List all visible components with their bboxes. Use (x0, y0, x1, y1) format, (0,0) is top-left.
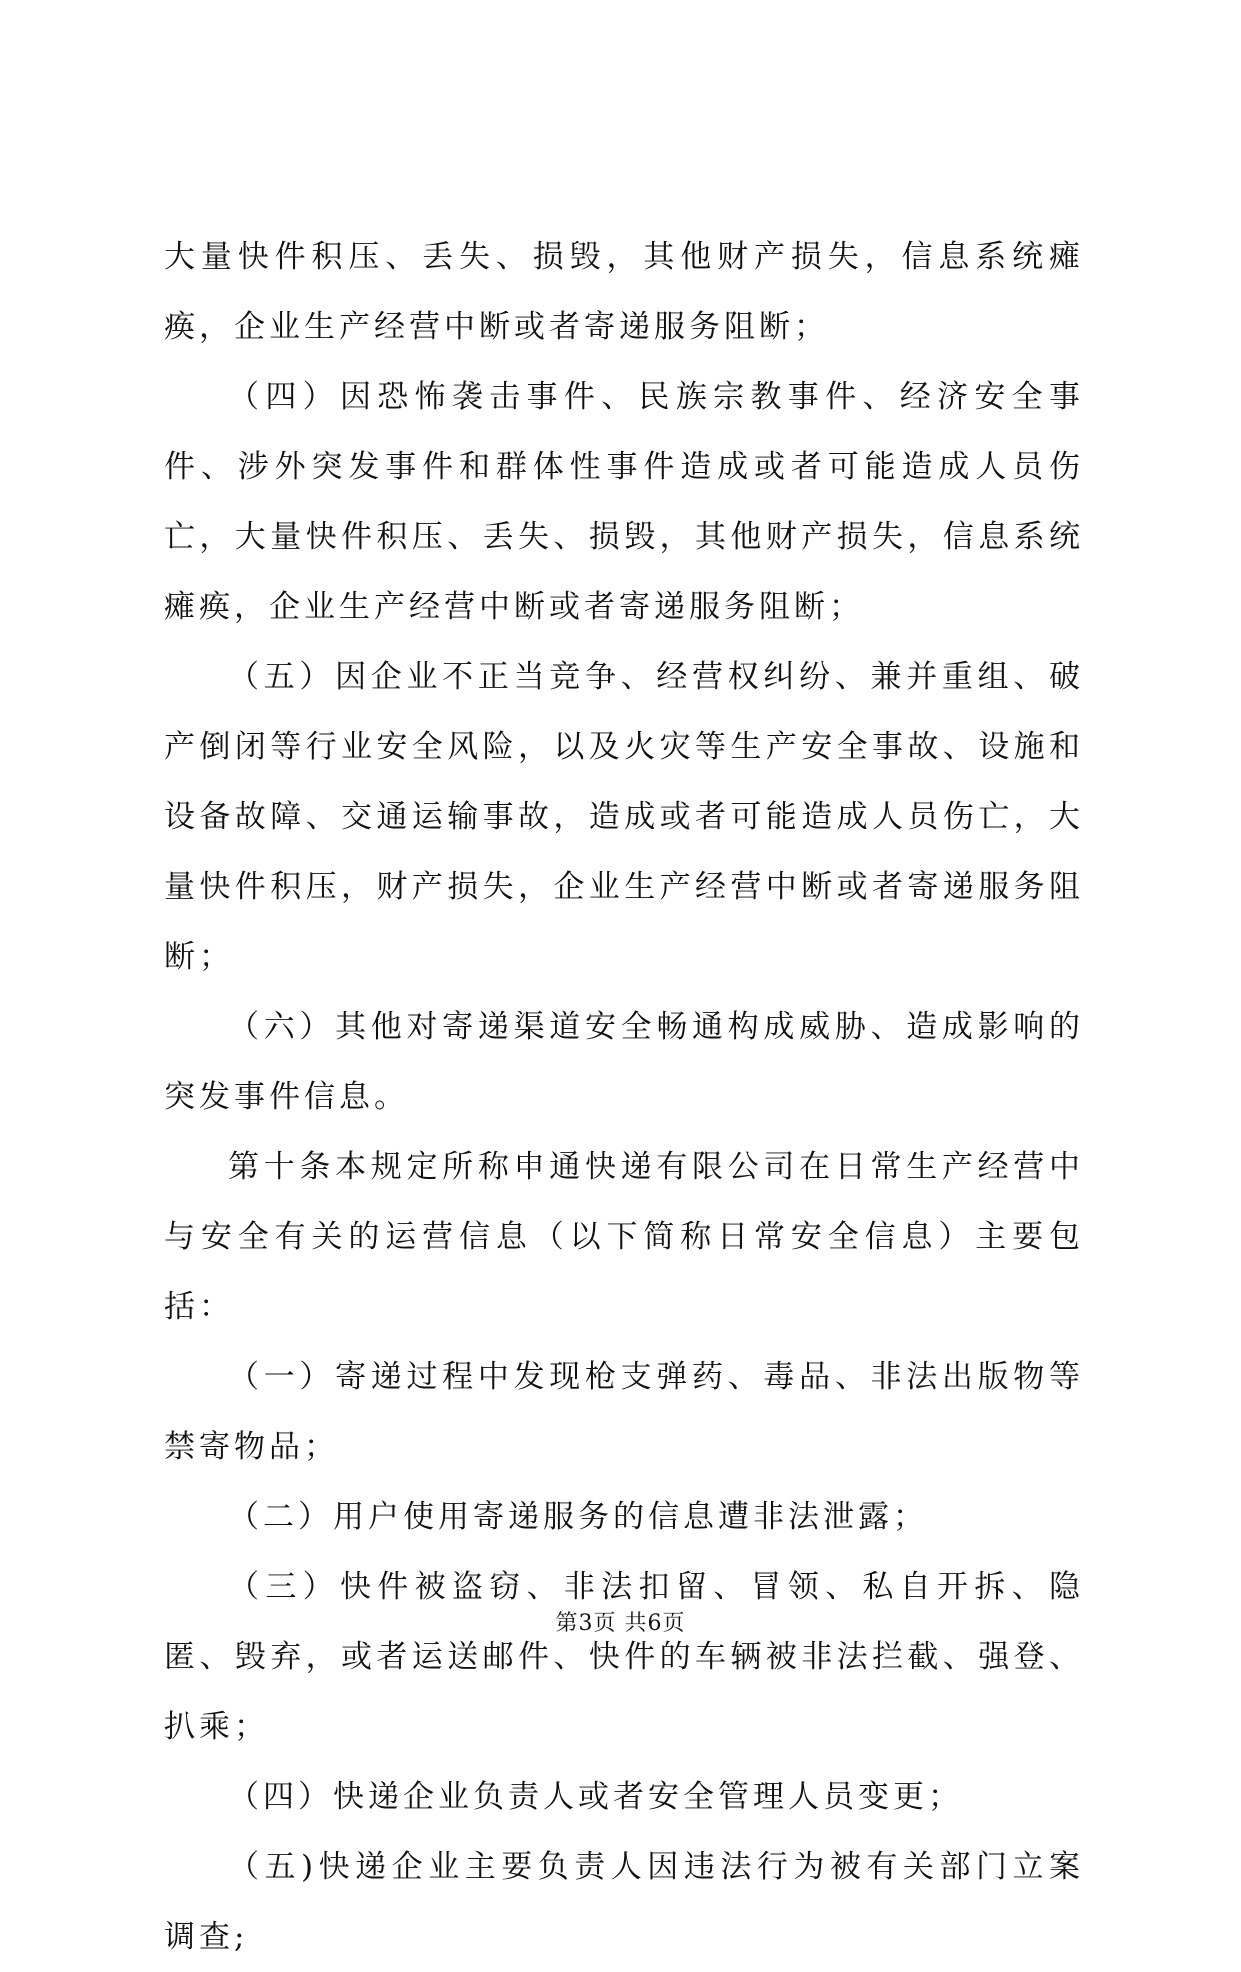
paragraph: （四）快递企业负责人或者安全管理人员变更； (228, 1779, 963, 1815)
paragraph: （三）快件被盗窃、非法扣留、冒领、私自开拆、隐匿、毁弃，或者运送邮件、快件的车辆被非法拦截、强登、扒乘； (164, 1569, 1084, 1745)
paragraph: （六）其他对寄递渠道安全畅通构成威胁、造成影响的突发事件信息。 (164, 1009, 1084, 1115)
paragraph: （四）因恐怖袭击事件、民族宗教事件、经济安全事件、涉外突发事件和群体性事件造成或者可能造成人员伤亡，大量快件积压、丢失、损毁，其他财产损失，信息系统瘫痪，企业生产经营中断或者寄递服务阻断； (164, 379, 1084, 625)
paragraph: （二）用户使用寄递服务的信息遭非法泄露； (228, 1499, 928, 1535)
paragraph: （五)快递企业主要负责人因违法行为被有关部门立案调查; (164, 1849, 1084, 1955)
document-body (164, 222, 1084, 1972)
paragraph: 第十条本规定所称申通快递有限公司在日常生产经营中与安全有关的运营信息（以下简称日常安全信息）主要包括： (164, 1149, 1084, 1325)
paragraph: 大量快件积压、丢失、损毁，其他财产损失，信息系统瘫痪，企业生产经营中断或者寄递服务阻断； (164, 239, 1084, 345)
paragraph: （五）因企业不正当竞争、经营权纠纷、兼并重组、破产倒闭等行业安全风险，以及火灾等生产安全事故、设施和设备故障、交通运输事故，造成或者可能造成人员伤亡，大量快件积压，财产损失，企业生产经营中断或者寄递服务阻断； (164, 659, 1084, 975)
page-footer: 第3页 共6页 (555, 1611, 686, 1636)
paragraph: （一）寄递过程中发现枪支弹药、毒品、非法出版物等禁寄物品； (164, 1359, 1084, 1465)
